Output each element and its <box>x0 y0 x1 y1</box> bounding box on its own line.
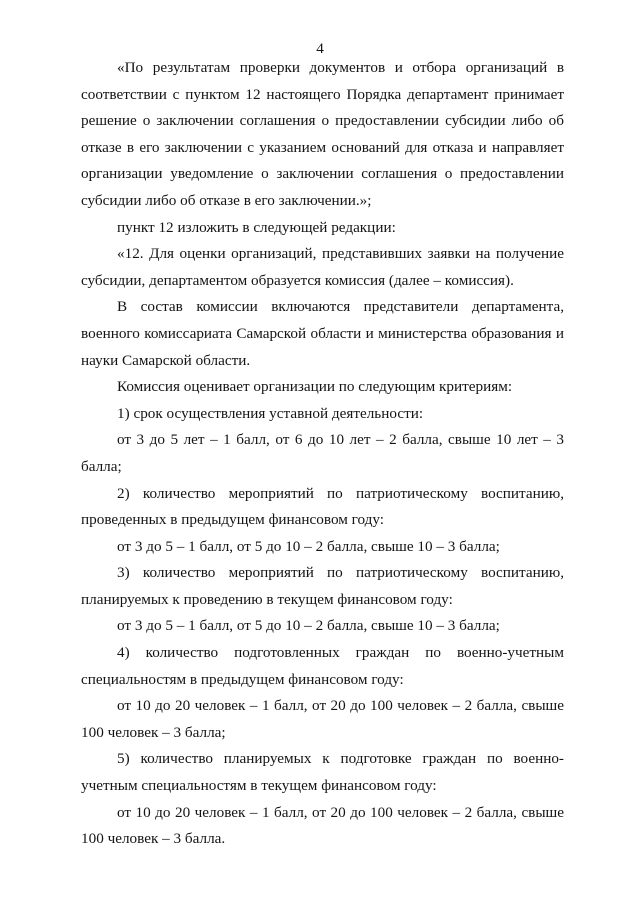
criterion-2-scores: от 3 до 5 – 1 балл, от 5 до 10 – 2 балла, свыше 10 – 3 балла; <box>117 537 500 555</box>
criterion-3-title: 3) количество мероприятий по патриотическому воспитанию, планируемых к проведению в текущем финансовом году: <box>81 564 564 608</box>
criterion-1-title: 1) срок осуществления уставной деятельности: <box>117 404 424 422</box>
criterion-4-title: 4) количество подготовленных граждан по военно-учетным специальностям в предыдущем финансовом году: <box>81 644 564 688</box>
page-number: 4 <box>316 40 324 57</box>
paragraph-commission-members: В состав комиссии включаются представители департамента, военного комиссариата Самарской области и министерства образования и науки Самарской области. <box>81 298 564 369</box>
document-body <box>81 55 564 853</box>
paragraph-result-decision: «По результатам проверки документов и отбора организаций в соответствии с пунктом 12 настоящего Порядка департамент принимает решение о заключении соглашения о предоставлении субсидии либо об отказе в его заключении с указанием оснований для отказа и направляет организации уведомление о заключении соглашения о предоставлении субсидии либо об отказе в его заключении.»; <box>81 59 564 209</box>
criterion-5-title: 5) количество планируемых к подготовке граждан по военно-учетным специальностям в текущем финансовом году: <box>81 750 564 795</box>
criterion-5-scores: от 10 до 20 человек – 1 балл, от 20 до 100 человек – 2 балла, свыше 100 человек – 3 балла. <box>81 803 564 848</box>
paragraph-criteria-intro: Комиссия оценивает организации по следующим критериям: <box>117 378 513 396</box>
paragraph-commission-formed: «12. Для оценки организаций, представивших заявки на получение субсидии, департаментом образуется комиссия (далее – комиссия). <box>81 245 564 289</box>
criterion-2-title: 2) количество мероприятий по патриотическому воспитанию, проведенных в предыдущем финансовом году: <box>81 484 564 529</box>
paragraph-amendment-intro: пункт 12 изложить в следующей редакции: <box>117 218 396 236</box>
criterion-4-scores: от 10 до 20 человек – 1 балл, от 20 до 100 человек – 2 балла, свыше 100 человек – 3 балла; <box>81 697 564 741</box>
criterion-3-scores: от 3 до 5 – 1 балл, от 5 до 10 – 2 балла, свыше 10 – 3 балла; <box>117 617 500 635</box>
criterion-1-scores: от 3 до 5 лет – 1 балл, от 6 до 10 лет – 2 балла, свыше 10 лет – 3 балла; <box>81 431 564 475</box>
